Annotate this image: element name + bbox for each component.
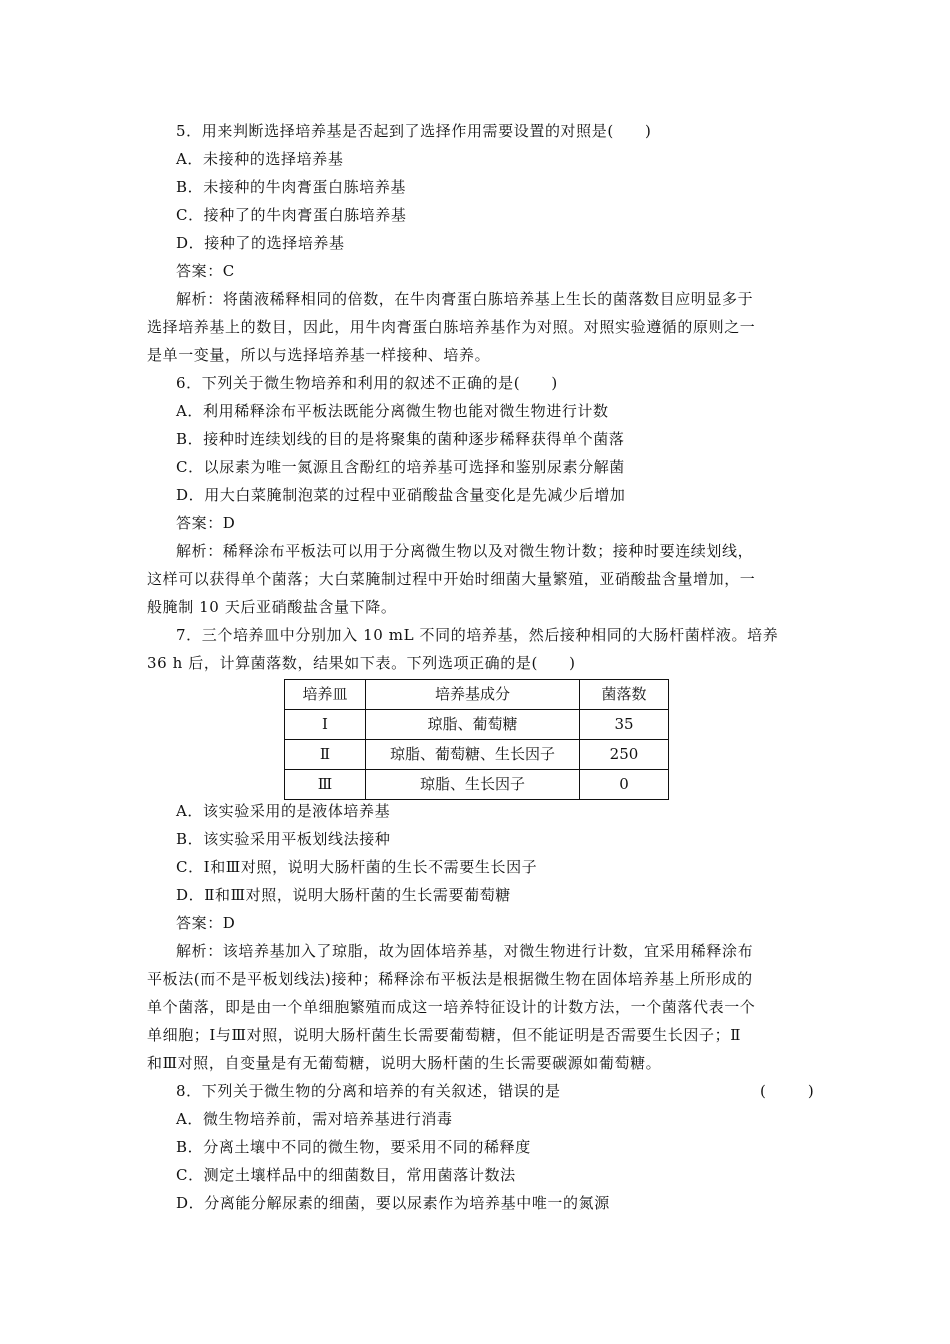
table-row: [285, 770, 669, 800]
q8-answer-blank: ( ): [760, 1082, 818, 1100]
q7-stem-line: 36 h 后，计算菌落数，结果如下表。下列选项正确的是( ): [147, 654, 576, 672]
q6-option-d: D．用大白菜腌制泡菜的过程中亚硝酸盐含量变化是先减少后增加: [176, 486, 626, 504]
q5-analysis-line: 解析：将菌液稀释相同的倍数，在牛肉膏蛋白胨培养基上生长的菌落数目应明显多于: [176, 290, 754, 308]
table-cell: Ⅰ: [285, 710, 366, 740]
q5-stem: 5．用来判断选择培养基是否起到了选择作用需要设置的对照是( ): [176, 122, 652, 140]
q8-stem: 8．下列关于微生物的分离和培养的有关叙述，错误的是: [176, 1082, 561, 1100]
q7-option-c: C．Ⅰ和Ⅲ对照，说明大肠杆菌的生长不需要生长因子: [176, 858, 538, 876]
q6-analysis-line: 这样可以获得单个菌落；大白菜腌制过程中开始时细菌大量繁殖，亚硝酸盐含量增加，一: [147, 570, 756, 588]
table-header-cell: 菌落数: [580, 680, 669, 710]
q6-answer: 答案：D: [176, 514, 236, 532]
q6-option-a: A．利用稀释涂布平板法既能分离微生物也能对微生物进行计数: [176, 402, 609, 420]
q6-analysis-line: 解析：稀释涂布平板法可以用于分离微生物以及对微生物计数；接种时要连续划线，: [176, 542, 754, 560]
q5-answer: 答案：C: [176, 262, 235, 280]
q8-option-d: D．分离能分解尿素的细菌，要以尿素作为培养基中唯一的氮源: [176, 1194, 610, 1212]
q6-analysis-line: 般腌制 10 天后亚硝酸盐含量下降。: [147, 598, 397, 616]
table-cell: Ⅱ: [285, 740, 366, 770]
q8-option-b: B．分离土壤中不同的微生物，要采用不同的稀释度: [176, 1138, 531, 1156]
q7-option-b: B．该实验采用平板划线法接种: [176, 830, 391, 848]
q7-answer: 答案：D: [176, 914, 236, 932]
q7-option-d: D．Ⅱ和Ⅲ对照，说明大肠杆菌的生长需要葡萄糖: [176, 886, 511, 904]
table-header-cell: 培养基成分: [366, 680, 580, 710]
q7-option-a: A．该实验采用的是液体培养基: [176, 802, 391, 820]
table-cell: 35: [580, 710, 669, 740]
q5-option-d: D．接种了的选择培养基: [176, 234, 345, 252]
q5-option-c: C．接种了的牛肉膏蛋白胨培养基: [176, 206, 407, 224]
table-row: [285, 710, 669, 740]
q6-option-b: B．接种时连续划线的目的是将聚集的菌种逐步稀释获得单个菌落: [176, 430, 625, 448]
q5-option-b: B．未接种的牛肉膏蛋白胨培养基: [176, 178, 407, 196]
q7-stem-line: 7．三个培养皿中分别加入 10 mL 不同的培养基，然后接种相同的大肠杆菌样液。培养: [176, 626, 779, 644]
q7-analysis-line: 单个菌落，即是由一个单细胞繁殖而成这一培养特征设计的计数方法，一个菌落代表一个: [147, 998, 756, 1016]
table-header-cell: 培养皿: [285, 680, 366, 710]
results-table: [284, 679, 669, 800]
q7-analysis-line: 和Ⅲ对照，自变量是有无葡萄糖，说明大肠杆菌的生长需要碳源如葡萄糖。: [147, 1054, 662, 1072]
table-cell: 250: [580, 740, 669, 770]
q5-analysis-line: 选择培养基上的数目，因此，用牛肉膏蛋白胨培养基作为对照。对照实验遵循的原则之一: [147, 318, 756, 336]
table-header-row: [285, 680, 669, 710]
q7-analysis-line: 解析：该培养基加入了琼脂，故为固体培养基，对微生物进行计数，宜采用稀释涂布: [176, 942, 754, 960]
table-cell: 琼脂、葡萄糖、生长因子: [366, 740, 580, 770]
q5-analysis-line: 是单一变量，所以与选择培养基一样接种、培养。: [147, 346, 491, 364]
table-cell: 琼脂、生长因子: [366, 770, 580, 800]
q6-option-c: C．以尿素为唯一氮源且含酚红的培养基可选择和鉴别尿素分解菌: [176, 458, 625, 476]
q6-stem: 6．下列关于微生物培养和利用的叙述不正确的是( ): [176, 374, 558, 392]
q7-analysis-line: 单细胞；Ⅰ与Ⅲ对照，说明大肠杆菌生长需要葡萄糖，但不能证明是否需要生长因子；Ⅱ: [147, 1026, 741, 1044]
table-row: [285, 740, 669, 770]
q5-option-a: A．未接种的选择培养基: [176, 150, 344, 168]
q8-option-c: C．测定土壤样品中的细菌数目，常用菌落计数法: [176, 1166, 516, 1184]
table-cell: 琼脂、葡萄糖: [366, 710, 580, 740]
table-cell: 0: [580, 770, 669, 800]
q7-analysis-line: 平板法(而不是平板划线法)接种；稀释涂布平板法是根据微生物在固体培养基上所形成的: [147, 970, 753, 988]
q8-option-a: A．微生物培养前，需对培养基进行消毒: [176, 1110, 453, 1128]
table-cell: Ⅲ: [285, 770, 366, 800]
